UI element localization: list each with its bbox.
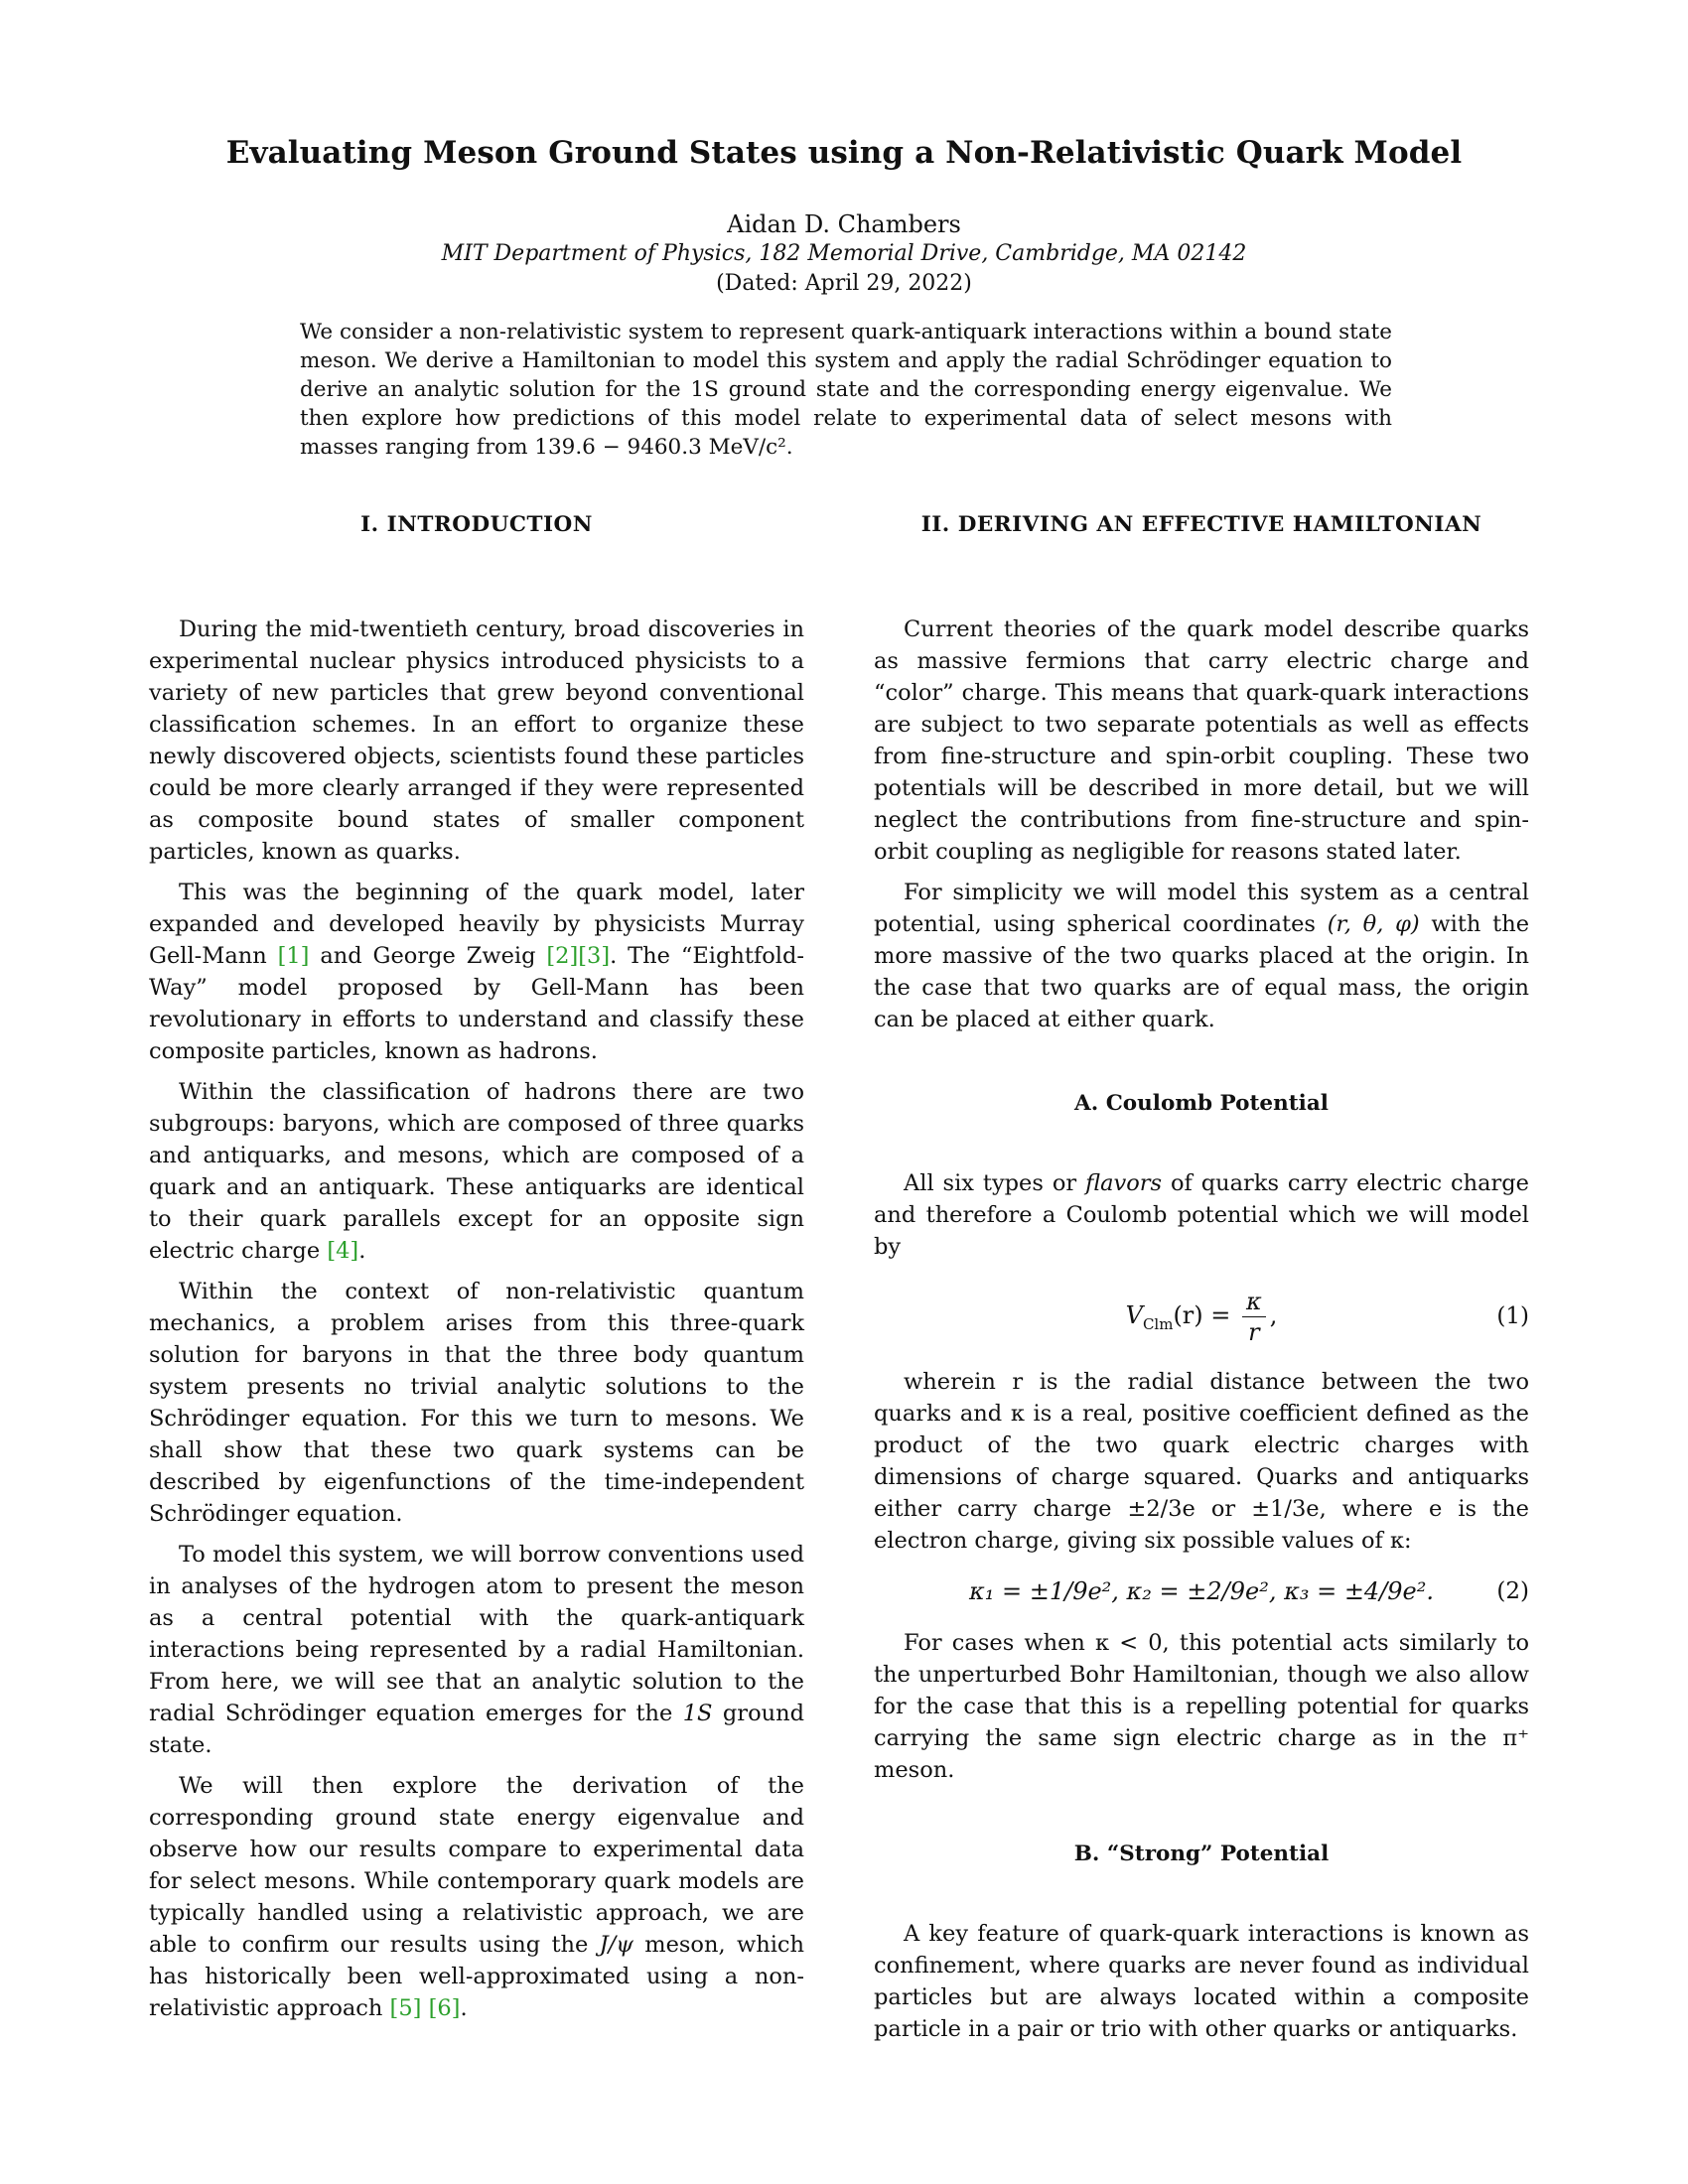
- intro-p2-text-b: and George Zweig: [309, 943, 547, 969]
- ham-p2-text-c: with the more massive of the two quarks placed at the origin. In the case that two quarks are of equal mass, the origin can be placed at either quark.: [874, 911, 1530, 1032]
- intro-p5-text-c: ground state.: [149, 1701, 804, 1758]
- subsection-heading-strong: B. “Strong” Potential: [1073, 1842, 1330, 1866]
- eq1-numerator: κ: [1242, 1287, 1266, 1317]
- coulomb-paragraph-1: [874, 1167, 1529, 1263]
- intro-paragraph-3: [149, 1076, 804, 1267]
- section-heading-introduction: I. INTRODUCTION: [360, 512, 593, 537]
- intro-p5-text-a: To model this system, we will borrow conventions used in analyses of the hydrogen atom to present the meson as a central potential with the quark-antiquark interactions being represented by a radial Hamiltonian. From here, we will see that an analytic solution to the radial Schrödinger equation emerges for the: [149, 1542, 804, 1726]
- eq1-denominator: r: [1248, 1317, 1260, 1346]
- math-inline: 1S: [682, 1701, 713, 1726]
- coulomb-p1-text-a: All six types or: [904, 1170, 1086, 1196]
- abstract: We consider a non-relativistic system to represent quark-antiquark interactions within a bound state meson. We derive a Hamiltonian to model this system and apply the radial Schrödinger equation to derive an analytic solution for the 1S ground state and the corresponding energy eigenvalue. We then explore how predictions of this model relate to experimental data of select mesons with masses ranging from 139.6 − 9460.3 MeV/c².: [300, 320, 1392, 460]
- intro-paragraph-6: [149, 1770, 804, 2024]
- coulomb-paragraph-3: For cases when κ < 0, this potential acts similarly to the unperturbed Bohr Hamiltonian, though we also allow for the case that this is a repelling potential for quarks carrying the same sign electric charge as in the π⁺ meson.: [874, 1630, 1529, 1783]
- date-line: (Dated: April 29, 2022): [716, 271, 972, 296]
- equation-number: (1): [1496, 1303, 1529, 1329]
- equation-1-body: [1126, 1287, 1278, 1347]
- eq1-subscript: Clm: [1142, 1314, 1174, 1333]
- left-column: [149, 512, 804, 2033]
- right-column: [874, 512, 1529, 2054]
- citation-link[interactable]: [5]: [389, 1995, 422, 2021]
- coulomb-p1-text-c: of quarks carry electric charge and therefore a Coulomb potential which we will model by: [874, 1170, 1529, 1260]
- eq1-symbol: V: [1125, 1300, 1143, 1329]
- equation-1: [874, 1275, 1529, 1358]
- equation-number: (2): [1496, 1578, 1529, 1604]
- intro-p3-text-a: Within the classification of hadrons there are two subgroups: baryons, which are composed of three quarks and antiquarks, and mesons, which are composed of a quark and an antiquark. These antiquarks are identical to their quark parallels except for an opposite sign electric charge: [149, 1079, 804, 1264]
- author-name: Aidan D. Chambers: [727, 210, 961, 238]
- coulomb-paragraph-2: wherein r is the radial distance between the two quarks and κ is a real, positive coefficient defined as the product of the two quark electric charges with dimensions of charge squared. Quarks and antiquarks either carry charge ±2/3e or ±1/3e, where e is the electron charge, giving six possible values of κ:: [874, 1369, 1529, 1554]
- intro-paragraph-4: Within the context of non-relativistic quantum mechanics, a problem arises from this three-quark solution for baryons in that the three body quantum system presents no trivial analytic solutions to the Schrödinger equation. For this we turn to mesons. We shall show that these two quark systems can be described by eigenfunctions of the time-independent Schrödinger equation.: [149, 1279, 804, 1527]
- intro-p2-text-a: This was the beginning of the quark model, later expanded and developed heavily by physicists Murray Gell-Mann: [149, 880, 804, 969]
- section-heading-hamiltonian: II. DERIVING AN EFFECTIVE HAMILTONIAN: [920, 512, 1482, 537]
- intro-p2-text-c: . The “Eightfold-Way” model proposed by Gell-Mann has been revolutionary in efforts to understand and classify these composite particles, known as hadrons.: [149, 943, 804, 1064]
- citation-link[interactable]: [2]: [546, 943, 579, 969]
- math-inline: J/ψ: [599, 1932, 633, 1958]
- strong-paragraph-1: A key feature of quark-quark interactions is known as confinement, where quarks are never found as individual particles but are always located within a composite particle in a pair or trio with other quarks or antiquarks.: [874, 1921, 1529, 2042]
- intro-paragraph-5: [149, 1539, 804, 1761]
- intro-p6-text-e: .: [460, 1995, 468, 2021]
- math-inline: (r, θ, φ): [1327, 911, 1420, 937]
- affiliation: MIT Department of Physics, 182 Memorial Drive, Cambridge, MA 02142: [441, 241, 1247, 266]
- paper-title: Evaluating Meson Ground States using a Non-Relativistic Quark Model: [225, 135, 1463, 171]
- eq1-argument: (r) =: [1173, 1300, 1231, 1329]
- citation-link[interactable]: [3]: [578, 943, 611, 969]
- equation-2: [874, 1566, 1529, 1617]
- citation-link[interactable]: [6]: [428, 1995, 461, 2021]
- eq1-tail: ,: [1269, 1300, 1278, 1329]
- intro-p6-text-c: meson, which has historically been well-approximated using a non-relativistic approach: [149, 1932, 804, 2021]
- equation-2-body: κ₁ = ±1/9e², κ₂ = ±2/9e², κ₃ = ±4/9e².: [969, 1577, 1434, 1605]
- eq1-fraction: [1242, 1287, 1266, 1347]
- intro-p6-text-a: We will then explore the derivation of the corresponding ground state energy eigenvalue and observe how our results compare to experimental data for select mesons. While contemporary quark models are typically handled using a relativistic approach, we are able to confirm our results using the: [149, 1773, 804, 1958]
- hamiltonian-paragraph-2: [874, 877, 1529, 1035]
- intro-paragraph-1: During the mid-twentieth century, broad discoveries in experimental nuclear physics introduced physicists to a variety of new particles that grew beyond conventional classification schemes. In an effort to organize these newly discovered objects, scientists found these particles could be more clearly arranged if they were represented as composite bound states of smaller component particles, known as quarks.: [149, 616, 804, 865]
- emphasis-text: flavors: [1085, 1170, 1163, 1196]
- intro-p6-text-d: [421, 1995, 428, 2021]
- subsection-heading-coulomb: A. Coulomb Potential: [1074, 1091, 1329, 1116]
- citation-link[interactable]: [4]: [327, 1238, 359, 1264]
- citation-link[interactable]: [1]: [277, 943, 310, 969]
- intro-paragraph-2: [149, 877, 804, 1067]
- hamiltonian-paragraph-1: Current theories of the quark model describe quarks as massive fermions that carry electric charge and “color” charge. This means that quark-quark interactions are subject to two separate potentials as well as effects from fine-structure and spin-orbit coupling. These two potentials will be described in more detail, but we will neglect the contributions from fine-structure and spin-orbit coupling as negligible for reasons stated later.: [874, 616, 1529, 865]
- intro-p3-text-b: .: [358, 1238, 366, 1264]
- ham-p2-text-a: For simplicity we will model this system as a central potential, using spherical coordinates: [874, 880, 1529, 937]
